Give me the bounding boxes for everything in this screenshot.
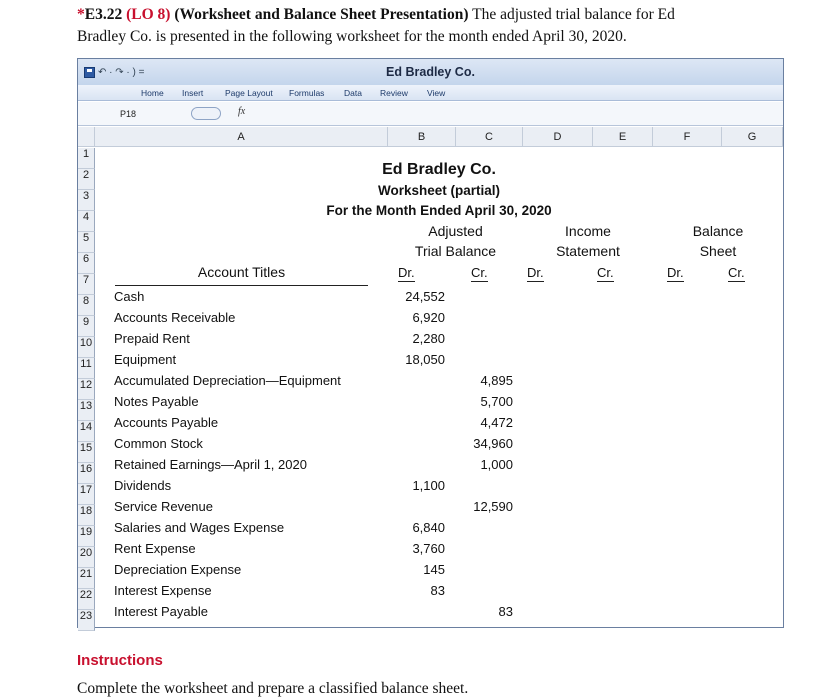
cr-header: Cr.: [471, 265, 488, 280]
row-header[interactable]: 20: [78, 547, 95, 568]
column-header-c[interactable]: C: [456, 127, 523, 147]
row-header[interactable]: 18: [78, 505, 95, 526]
account-titles-heading: Account Titles: [197, 264, 286, 280]
row-header[interactable]: 6: [78, 253, 95, 274]
adjusted-heading: Adjusted: [428, 223, 483, 239]
row-header[interactable]: 19: [78, 526, 95, 547]
tab-page-layout[interactable]: Page Layout: [225, 88, 273, 98]
title-bar: [78, 59, 783, 85]
ribbon-tabs: [78, 85, 783, 101]
cr-header: Cr.: [597, 265, 614, 280]
adj-tb-dr: 1,100: [412, 478, 445, 493]
adj-tb-dr: 3,760: [412, 541, 445, 556]
spreadsheet-window: [77, 58, 784, 628]
account-name: Equipment: [114, 352, 177, 367]
tab-data[interactable]: Data: [344, 88, 362, 98]
problem-header: [77, 4, 797, 48]
account-name: Dividends: [114, 478, 172, 493]
tab-formulas[interactable]: Formulas: [289, 88, 325, 98]
worksheet-subtitle: Worksheet (partial): [377, 183, 501, 198]
undo-redo-icons[interactable]: ↶ · ↷ · ) =: [98, 66, 145, 78]
account-name: Cash: [114, 289, 145, 304]
select-all-corner[interactable]: [78, 127, 95, 147]
row-header[interactable]: 22: [78, 589, 95, 610]
tab-home[interactable]: Home: [141, 88, 164, 98]
fx-icon[interactable]: fx: [238, 106, 246, 117]
adj-tb-cr: 5,700: [480, 394, 513, 409]
trial-balance-heading: Trial Balance: [414, 243, 497, 259]
adj-tb-cr: 83: [498, 604, 513, 619]
tab-review[interactable]: Review: [380, 88, 408, 98]
statement-heading: Statement: [556, 243, 620, 259]
problem-marker: *: [77, 6, 85, 23]
name-box[interactable]: P18: [120, 109, 137, 119]
income-heading: Income: [565, 223, 611, 239]
row-header[interactable]: 17: [78, 484, 95, 505]
adj-tb-dr: 83: [430, 583, 445, 598]
problem-text-1: The adjusted trial balance for Ed: [472, 6, 675, 23]
adj-tb-dr: 6,840: [412, 520, 445, 535]
instructions-text: Complete the worksheet and prepare a classified balance sheet.: [77, 680, 469, 697]
account-name: Depreciation Expense: [114, 562, 242, 577]
column-header-g[interactable]: G: [722, 127, 783, 147]
adj-tb-cr: 4,895: [480, 373, 513, 388]
row-header[interactable]: 7: [78, 274, 95, 295]
dr-header: Dr.: [667, 265, 684, 280]
account-name: Service Revenue: [114, 499, 213, 514]
account-name: Accounts Payable: [114, 415, 219, 430]
cr-header-wrap: [728, 265, 745, 280]
row-header[interactable]: 9: [78, 316, 95, 337]
column-header-d[interactable]: D: [523, 127, 593, 147]
formula-bar: [78, 102, 783, 126]
row-header[interactable]: 14: [78, 421, 95, 442]
adj-tb-dr: 145: [423, 562, 445, 577]
row-header[interactable]: 15: [78, 442, 95, 463]
row-header[interactable]: 10: [78, 337, 95, 358]
cr-header-wrap: [471, 265, 488, 280]
column-header-f[interactable]: F: [653, 127, 722, 147]
account-name: Accumulated Depreciation—Equipment: [114, 373, 341, 388]
row-header[interactable]: 12: [78, 379, 95, 400]
balance-heading: Balance: [692, 223, 744, 239]
row-header[interactable]: 21: [78, 568, 95, 589]
window-title: Ed Bradley Co.: [386, 65, 475, 79]
column-header-e[interactable]: E: [593, 127, 653, 147]
row-header[interactable]: 1: [78, 148, 95, 169]
row-header[interactable]: 11: [78, 358, 95, 379]
column-header-a[interactable]: A: [95, 127, 388, 147]
account-name: Retained Earnings—April 1, 2020: [114, 457, 307, 472]
row-header[interactable]: 8: [78, 295, 95, 316]
account-name: Salaries and Wages Expense: [114, 520, 285, 535]
row-header[interactable]: 16: [78, 463, 95, 484]
dr-header-wrap: [527, 265, 544, 280]
adj-tb-dr: 18,050: [405, 352, 445, 367]
adj-tb-dr: 2,280: [412, 331, 445, 346]
tab-insert[interactable]: Insert: [182, 88, 204, 98]
worksheet-company: Ed Bradley Co.: [382, 161, 496, 178]
problem-line-1: [77, 4, 797, 26]
adj-tb-cr: 34,960: [473, 436, 513, 451]
row-header[interactable]: 13: [78, 400, 95, 421]
account-titles-underline: [115, 285, 368, 286]
problem-number: E3.22: [84, 6, 123, 23]
dr-header: Dr.: [527, 265, 544, 280]
row-header[interactable]: 5: [78, 232, 95, 253]
dr-header-wrap: [667, 265, 684, 280]
adj-tb-dr: 24,552: [405, 289, 445, 304]
formula-buttons[interactable]: [191, 107, 221, 120]
row-header[interactable]: 4: [78, 211, 95, 232]
account-name: Interest Payable: [114, 604, 208, 619]
row-header[interactable]: 3: [78, 190, 95, 211]
account-name: Notes Payable: [114, 394, 199, 409]
account-name: Common Stock: [114, 436, 203, 451]
account-name: Prepaid Rent: [114, 331, 190, 346]
worksheet-period: For the Month Ended April 30, 2020: [326, 203, 552, 218]
row-header[interactable]: 23: [78, 610, 95, 631]
adj-tb-dr: 6,920: [412, 310, 445, 325]
cr-header-wrap: [597, 265, 614, 280]
column-header-b[interactable]: B: [388, 127, 456, 147]
cr-header: Cr.: [728, 265, 745, 280]
account-name: Rent Expense: [114, 541, 196, 556]
adj-tb-cr: 1,000: [480, 457, 513, 472]
problem-text-2: Bradley Co. is presented in the following worksheet for the month ended April 30, 2020.: [77, 28, 627, 45]
problem-topic: (Worksheet and Balance Sheet Presentation): [174, 6, 469, 23]
adj-tb-cr: 4,472: [480, 415, 513, 430]
account-name: Accounts Receivable: [114, 310, 236, 325]
dr-header: Dr.: [398, 265, 415, 280]
tab-view[interactable]: View: [427, 88, 446, 98]
row-header[interactable]: 2: [78, 169, 95, 190]
account-name: Interest Expense: [114, 583, 212, 598]
dr-header-wrap: [398, 265, 415, 280]
learning-objective: (LO 8): [126, 6, 171, 23]
adj-tb-cr: 12,590: [473, 499, 513, 514]
instructions-heading: Instructions: [77, 652, 163, 669]
sheet-heading: Sheet: [699, 243, 737, 259]
